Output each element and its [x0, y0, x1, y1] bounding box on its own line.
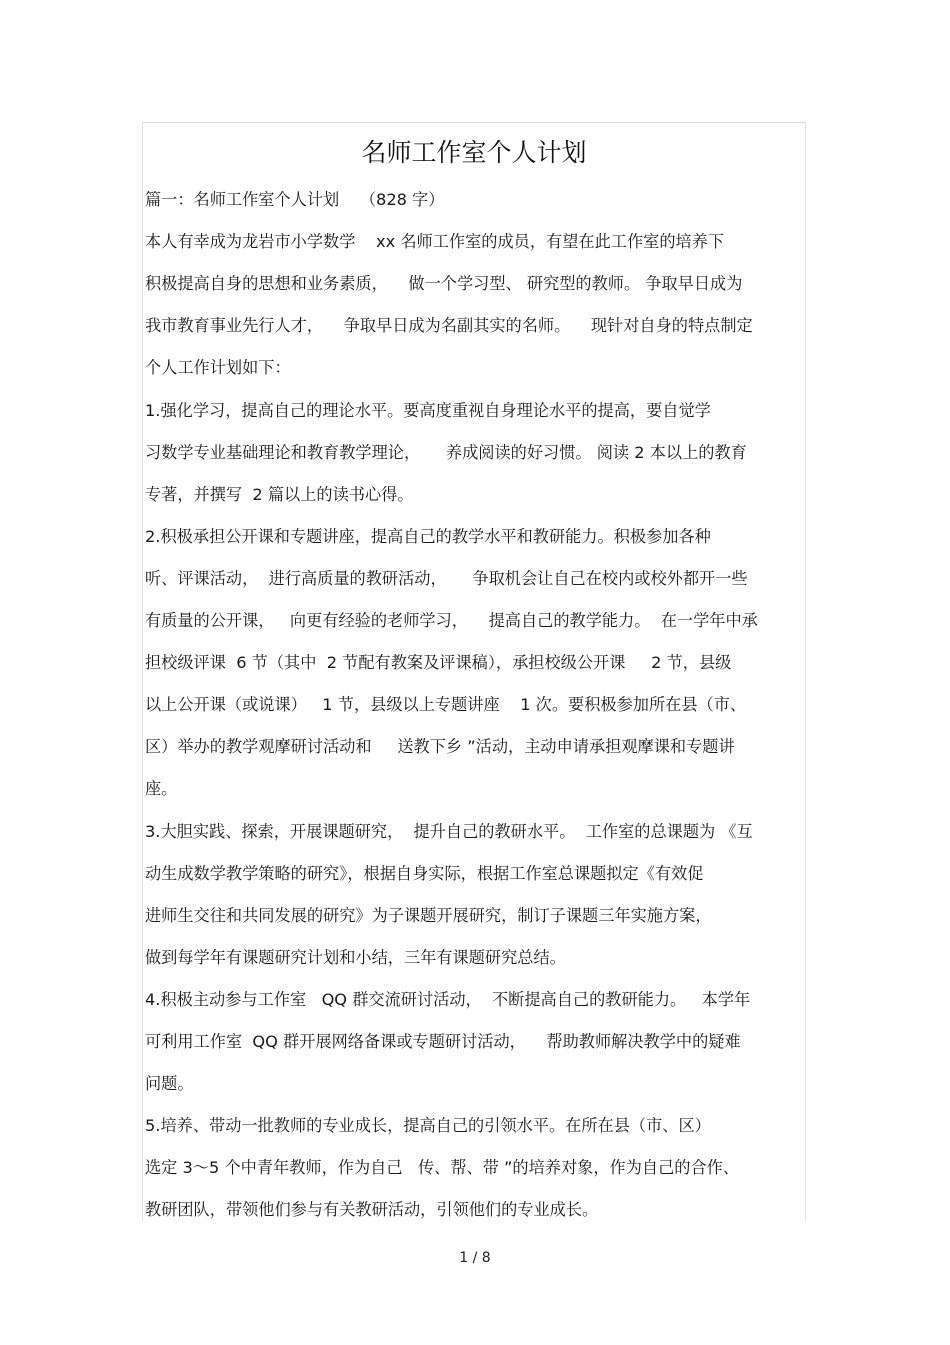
- body-line: 听、评课活动， 进行高质量的教研活动， 争取机会让自己在校内或校外都开一些: [145, 568, 748, 588]
- body-line: 选定 3～5 个中青年教师，作为自己 传、帮、带 ”的培养对象，作为自己的合作、: [145, 1158, 740, 1178]
- body-line: 专著，并撰写 2 篇以上的读书心得。: [145, 484, 414, 504]
- body-line: 我市教育事业先行人才， 争取早日成为名副其实的名师。 现针对自身的特点制定: [145, 316, 753, 336]
- body-line: 可利用工作室 QQ 群开展网络备课或专题研讨活动， 帮助教师解决教学中的疑难: [145, 1032, 741, 1051]
- body-line: 5.培养、带动一批教师的专业成长，提高自己的引领水平。在所在县（市、区）: [145, 1116, 711, 1136]
- body-line: 以上公开课（或说课） 1 节，县级以上专题讲座 1 次。要积极参加所在县（市、: [145, 695, 747, 715]
- body-line: 1.强化学习，提高自己的理论水平。要高度重视自身理论水平的提高，要自觉学: [145, 400, 711, 420]
- body-line: 4.积极主动参与工作室 QQ 群交流研讨活动， 不断提高自己的教研能力。 本学年: [145, 989, 751, 1009]
- body-line: 个人工作计划如下：: [145, 358, 291, 378]
- body-line: 3.大胆实践、探索，开展课题研究， 提升自己的教研水平。 工作室的总课题为 《互: [145, 821, 753, 841]
- body-line: 有质量的公开课， 向更有经验的老师学习， 提高自己的教学能力。 在一学年中承: [145, 611, 758, 630]
- page-indicator: 1 / 8: [459, 1250, 491, 1266]
- body-line: 2.积极承担公开课和专题讲座，提高自己的教学水平和教研能力。积极参加各种: [145, 526, 711, 546]
- body-line: 习数学专业基础理论和教育教学理论， 养成阅读的好习惯。 阅读 2 本以上的教育: [145, 442, 747, 462]
- body-line: 教研团队，带领他们参与有关教研活动，引领他们的专业成长。: [145, 1200, 599, 1220]
- document-title: 名师工作室个人计划: [361, 138, 587, 167]
- body-line: 动生成数学教学策略的研究》，根据自身实际，根据工作室总课题拟定《有效促: [145, 863, 704, 883]
- body-line: 篇一：名师工作室个人计划 （828 字）: [145, 190, 445, 209]
- body-line: 担校级评课 6 节（其中 2 节配有教案及评课稿），承担校级公开课 2 节，县级: [145, 653, 732, 673]
- body-line: 问题。: [145, 1074, 194, 1094]
- body-line: 座。: [145, 779, 178, 799]
- body-line: 积极提高自身的思想和业务素质， 做一个学习型、 研究型的教师。 争取早日成为: [145, 274, 743, 294]
- body-line: 进师生交往和共同发展的研究》为子课题开展研究，制订子课题三年实施方案，: [145, 905, 712, 925]
- body-line: 本人有幸成为龙岩市小学数学 xx 名师工作室的成员，有望在此工作室的培养下: [145, 232, 725, 252]
- body-line: 做到每学年有课题研究计划和小结，三年有课题研究总结。: [145, 947, 566, 967]
- body-line: 区）举办的教学观摩研讨活动和 送教下乡 ”活动，主动申请承担观摩课和专题讲: [145, 737, 735, 757]
